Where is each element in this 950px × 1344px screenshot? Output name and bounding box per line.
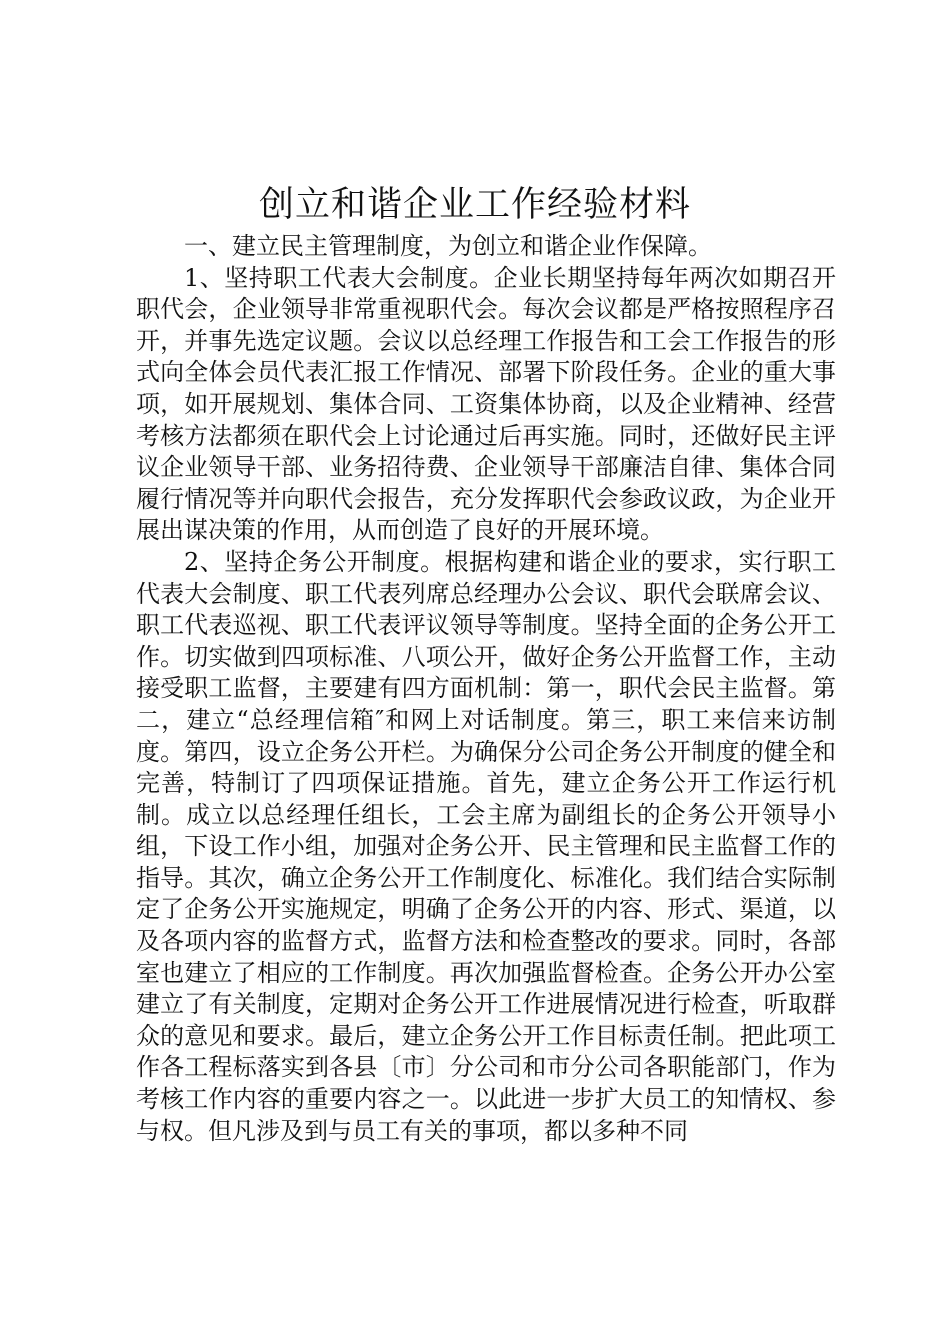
document-title: 创立和谐企业工作经验材料: [258, 185, 691, 225]
paragraph: 2、坚持企务公开制度。根据构建和谐企业的要求，实行职工代表大会制度、职工代表列席总经理办公会议、职代会联席会议、职工代表巡视、职工代表评议领导等制度。坚持全面的企务公开工作。切实做到四项标准、八项公开，做好企务公开监督工作，主动接受职工监督，主要建有四方面机制：第一，职代会民主监督。第二，建立“总经理信箱″和网上对话制度。第三，职工来信来访制度。第四，设立企务公开栏。为确保分公司企务公开制度的健全和完善，特制订了四项保证措施。首先，建立企务公开工作运行机制。成立以总经理任组长，工会主席为副组长的企务公开领导小组，下设工作小组，加强对企务公开、民主管理和民主监督工作的指导。其次，确立企务公开工作制度化、标准化。我们结合实际制定了企务公开实施规定，明确了企务公开的内容、形式、渠道，以及各项内容的监督方式，监督方法和检查整改的要求。同时，各部室也建立了相应的工作制度。再次加强监督检查。企务公开办公室建立了有关制度，定期对企务公开工作进展情况进行检查，听取群众的意见和要求。最后，建立企务公开工作目标责任制。把此项工作各工程标落实到各县〔市〕分公司和市分公司各职能部门，作为考核工作内容的重要内容之一。以此进一步扩大员工的知情权、参与权。但凡涉及到与员工有关的事项，都以多种不同: [136, 547, 836, 1145]
section-heading: 一、建立民主管理制度，为创立和谐企业作保障。: [184, 232, 712, 260]
paragraph: 1、坚持职工代表大会制度。企业长期坚持每年两次如期召开职代会，企业领导非常重视职代会。每次会议都是严格按照程序召开，并事先选定议题。会议以总经理工作报告和工会工作报告的形式向全体会员代表汇报工作情况、部署下阶段任务。企业的重大事项，如开展规划、集体合同、工资集体协商，以及企业精神、经营考核方法都须在职代会上讨论通过后再实施。同时，还做好民主评议企业领导干部、业务招待费、企业领导干部廉洁自律、集体合同履行情况等并向职代会报告，充分发挥职代会参政议政，为企业开展出谋决策的作用，从而创造了良好的开展环境。: [136, 263, 836, 545]
document-body: [136, 231, 836, 1147]
